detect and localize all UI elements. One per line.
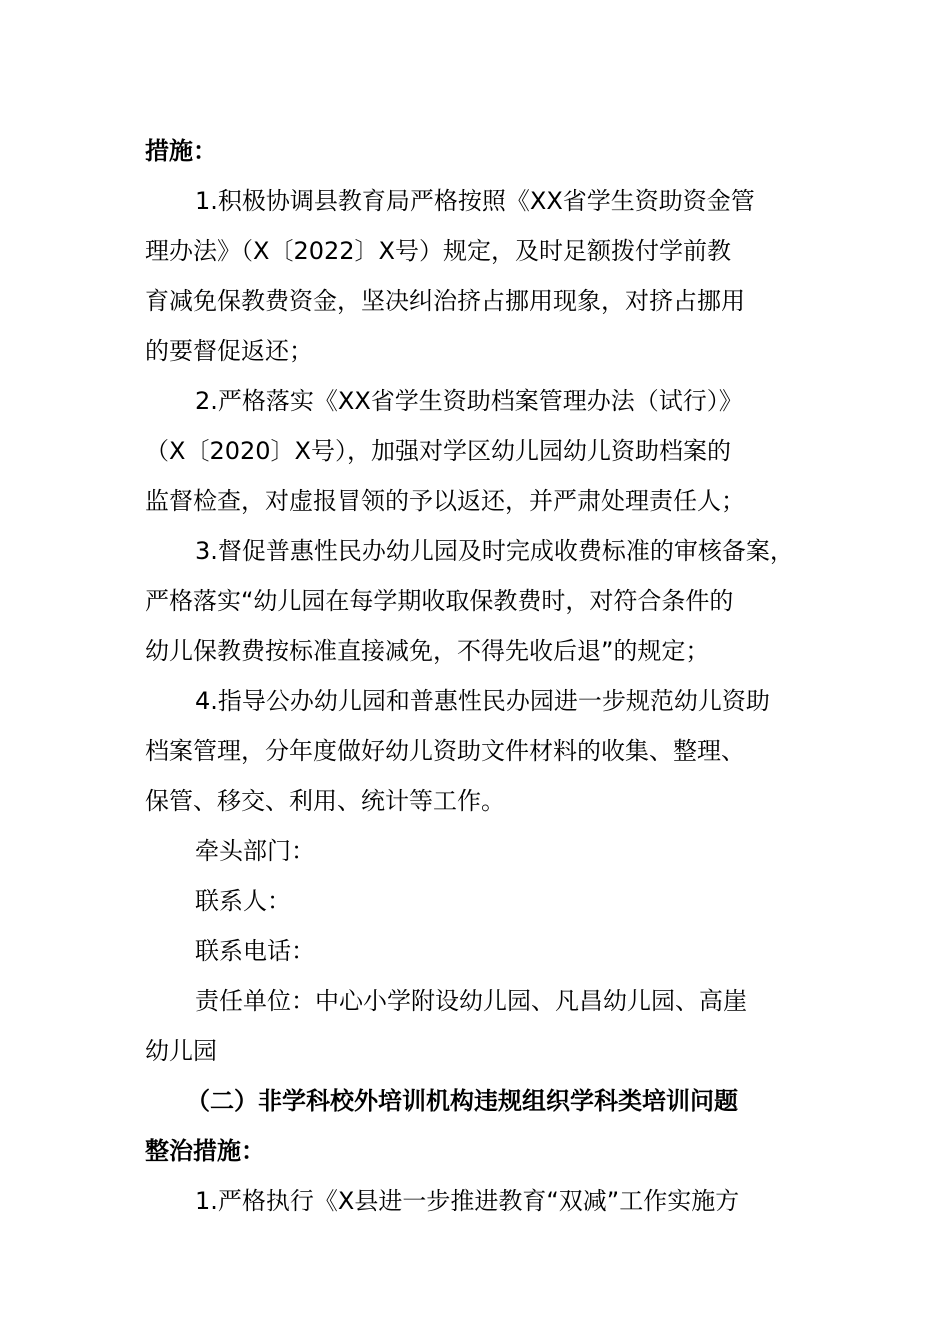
section-heading: （二）非学科校外培训机构违规组织学科类培训问题 [186, 1087, 738, 1115]
responsible-units-line: 责任单位：中心小学附设幼儿园、凡昌幼儿园、高崖 [195, 987, 747, 1015]
paragraph-line: 1.严格执行《X县进一步推进教育“双减”工作实施方 [195, 1187, 740, 1215]
paragraph-line: 监督检查，对虚报冒领的予以返还，并严肃处理责任人； [145, 487, 745, 515]
section-heading: 整治措施： [145, 1137, 265, 1165]
responsible-units-line: 幼儿园 [145, 1037, 217, 1065]
measures-heading: 措施： [145, 137, 217, 165]
paragraph-line: （X〔2020〕X号），加强对学区幼儿园幼儿资助档案的 [145, 437, 731, 465]
paragraph-line: 4.指导公办幼儿园和普惠性民办园进一步规范幼儿资助 [195, 687, 770, 715]
contact-phone-label: 联系电话： [195, 937, 315, 965]
paragraph-line: 理办法》（X〔2022〕X号）规定，及时足额拨付学前教 [145, 237, 731, 265]
paragraph-line: 档案管理，分年度做好幼儿资助文件材料的收集、整理、 [145, 737, 745, 765]
paragraph-line: 育减免保教费资金，坚决纠治挤占挪用现象，对挤占挪用 [145, 287, 745, 315]
paragraph-line: 2.严格落实《XX省学生资助档案管理办法（试行）》 [195, 387, 743, 415]
paragraph-line: 1.积极协调县教育局严格按照《XX省学生资助资金管 [195, 187, 755, 215]
paragraph-line: 保管、移交、利用、统计等工作。 [145, 787, 505, 815]
paragraph-line: 严格落实“幼儿园在每学期收取保教费时，对符合条件的 [145, 587, 734, 615]
paragraph-line: 的要督促返还； [145, 337, 313, 365]
contact-person-label: 联系人： [195, 887, 291, 915]
paragraph-line: 3.督促普惠性民办幼儿园及时完成收费标准的审核备案， [195, 537, 794, 565]
lead-department-label: 牵头部门： [195, 837, 315, 865]
paragraph-line: 幼儿保教费按标准直接减免，不得先收后退”的规定； [145, 637, 710, 665]
